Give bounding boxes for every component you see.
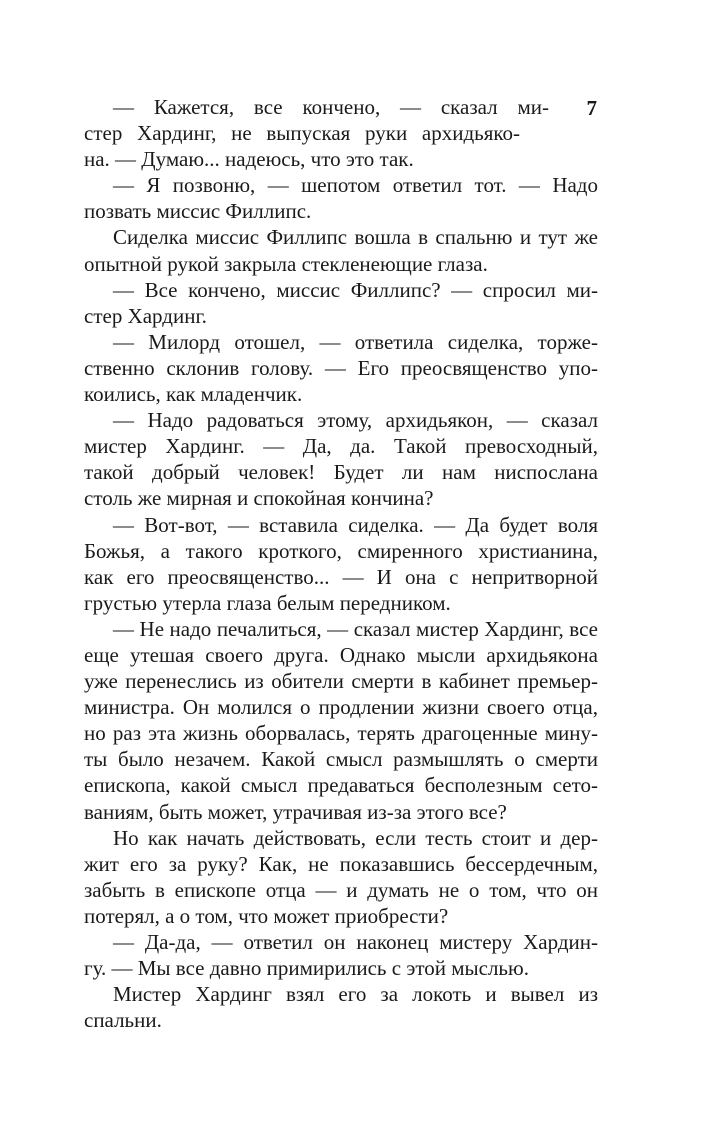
text-line: грустью утерла глаза белым передником. xyxy=(84,590,451,615)
text-line: епископа, какой смысл предаваться бесполезным сето- xyxy=(84,773,598,798)
text-line: министра. Он молился о продлении жизни своего отца, xyxy=(84,695,598,720)
text-line: — Милорд отошел, — ответила сиделка, торже- xyxy=(113,329,598,354)
text-line: мистер Хардинг. — Да, да. Такой превосходный, xyxy=(84,434,598,459)
text-line: коились, как младенчик. xyxy=(84,382,303,407)
text-line: но раз эта жизнь оборвалась, терять драгоценные мину- xyxy=(84,721,598,746)
text-line: Сиделка миссис Филлипс вошла в спальню и тут же xyxy=(113,225,598,250)
text-line: — Кажется, все кончено, — сказал ми- xyxy=(113,95,549,119)
text-line: — Все кончено, миссис Филлипс? — спросил ми- xyxy=(113,277,598,302)
page-number: 7 xyxy=(586,96,597,120)
text-line: столь же мирная и спокойная кончина? xyxy=(84,486,434,511)
text-line: забыть в епископе отца — и думать не о том, что он xyxy=(84,877,598,902)
text-line: Мистер Хардинг взял его за локоть и вывел из xyxy=(113,982,598,1007)
text-line: Но как начать действовать, если тесть стоит и дер- xyxy=(113,825,598,850)
text-line: еще утешая своего друга. Однако мысли архидьякона xyxy=(84,642,598,667)
text-line: стер Хардинг. xyxy=(84,303,207,328)
text-line: такой добрый человек! Будет ли нам ниспослана xyxy=(84,460,598,485)
text-line: на. — Думаю... надеюсь, что это так. xyxy=(84,147,414,172)
text-line: позвать миссис Филлипс. xyxy=(84,199,312,224)
text-line: уже перенеслись из обители смерти в кабинет премьер- xyxy=(84,669,598,694)
text-line: — Вот-вот, — вставила сиделка. — Да будет воля xyxy=(113,512,598,537)
text-line: — Не надо печалиться, — сказал мистер Хардинг, все xyxy=(113,616,598,641)
text-line: стер Хардинг, не выпуская руки архидьяко- xyxy=(84,121,520,146)
text-line: — Я позвоню, — шепотом ответил тот. — Надо xyxy=(113,173,598,198)
text-line: — Да-да, — ответил он наконец мистеру Хардин- xyxy=(113,930,598,954)
text-line: спальни. xyxy=(84,1008,162,1033)
text-line: опытной рукой закрыла стекленеющие глаза. xyxy=(84,251,488,276)
text-line: потерял, а о том, что может приобрести? xyxy=(84,903,449,928)
text-line: ственно склонив голову. — Его преосвященство упо- xyxy=(84,355,598,380)
text-line: ваниям, быть может, утрачивая из-за этого все? xyxy=(84,799,507,824)
text-line: ты было незачем. Какой смысл размышлять о смерти xyxy=(84,747,598,772)
text-line: гу. — Мы все давно примирились с этой мыслью. xyxy=(84,956,529,981)
body-text xyxy=(84,94,598,1033)
text-line: жит его за руку? Как, не показавшись бессердечным, xyxy=(84,851,598,876)
text-line: как его преосвященство... — И она с непритворной xyxy=(84,564,598,589)
text-line: — Надо радоваться этому, архидьякон, — сказал xyxy=(113,408,598,433)
text-line: Божья, а такого кроткого, смиренного христианина, xyxy=(84,538,598,563)
